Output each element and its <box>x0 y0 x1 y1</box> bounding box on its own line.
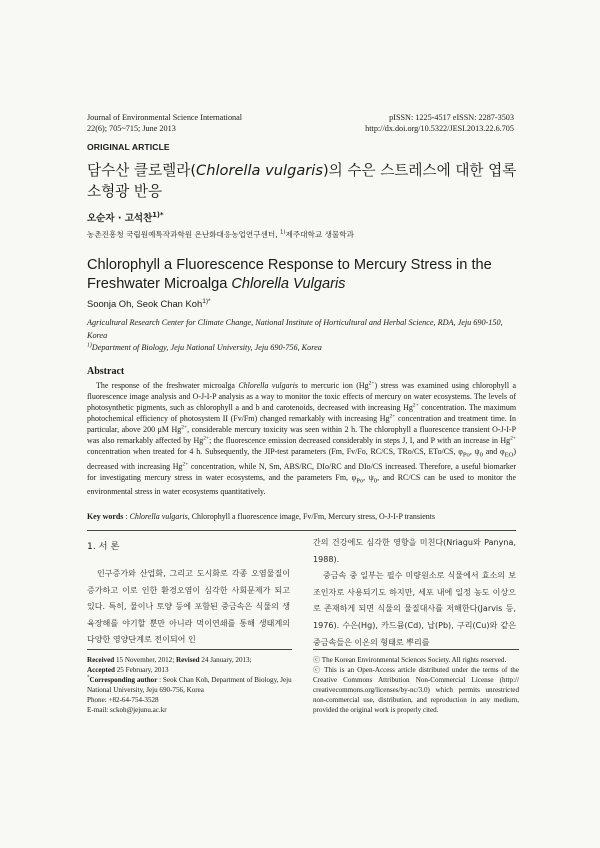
corresponding-sup: * <box>87 675 90 681</box>
issn-line: pISSN: 1225-4517 eISSN: 2287-3503 <box>389 113 514 122</box>
abstract-body <box>87 380 516 497</box>
corresponding-label: Corresponding author <box>89 676 158 684</box>
korean-author-names: 오순자 · 고석찬 <box>87 213 153 224</box>
doi-link[interactable]: http://dx.doi.org/10.5322/JESI.2013.22.6.705 <box>365 124 514 133</box>
email-line[interactable]: E-mail: sckoh@jejunu.ac.kr <box>87 706 167 714</box>
article-type: ORIGINAL ARTICLE <box>87 142 170 152</box>
korean-authors <box>87 210 163 224</box>
body-paragraph: 간의 건강에도 심각한 영향을 미친다(Nriagu와 Panyna, 1988). <box>313 538 516 564</box>
abstract-text: , considerable mercury toxicity was seen within 2 h. The chlorophyll a fluorescence transient O-J-I-P was also remarkably affected by Hg <box>87 425 516 445</box>
copyright-line: ⓒ The Korean Environmental Sciences Society. All rights reserved. <box>313 656 507 664</box>
abstract-text: ; the fluorescence emission decreased considerably in steps J, I, and P with an increase in Hg <box>209 436 511 445</box>
abstract-text: , ψ <box>469 447 480 456</box>
ion-charge: 2+ <box>368 380 375 387</box>
abstract-text: ) stress was examined using chlorophyll a fluorescence image analysis and O-J-I-P analysis as a way to monitor the toxic effects of mercury on water ecosystems. The levels of photosynthetic pigments, such as chlorophyll a and b and carotenoids, decreased with increasing Hg <box>87 381 516 412</box>
section-divider <box>87 530 516 531</box>
english-title-part: Chlorophyll a Fluorescence Response to Mercury Stress in the Freshwater Microalga <box>87 257 492 292</box>
abstract-text: The response of the freshwater microalga <box>96 381 239 390</box>
affiliation-2-text: Department of Biology, Jeju National University, Jeju 690-756, Korea <box>91 343 322 353</box>
corresponding-author <box>87 675 292 695</box>
keywords-species: Chlorella vulgaris <box>129 512 188 521</box>
journal-header-right <box>365 112 514 134</box>
english-title-species: Chlorella Vulgaris <box>231 275 346 292</box>
received-date: 15 November, 2012; <box>114 656 176 664</box>
body-column-left <box>87 566 290 649</box>
ion-charge: 2+ <box>412 402 419 409</box>
keywords-label: Key words <box>87 512 124 521</box>
revised-label: Revised <box>175 656 200 664</box>
english-authors <box>87 298 211 309</box>
korean-affiliation-sup: 1) <box>280 229 286 236</box>
affiliation-2 <box>87 342 517 355</box>
footnote-divider-left <box>87 649 292 650</box>
abstract-text: and φ <box>482 447 505 456</box>
affiliation-1: Agricultural Research Center for Climate Change, National Institute of Horticultural and Herbal Science, RDA, Jeju 690-150, Korea <box>87 318 503 340</box>
affiliation-2-sup: 1) <box>87 342 92 349</box>
subscript: Po <box>356 477 364 485</box>
footnote-divider-right <box>313 649 519 650</box>
korean-title-part: 담수산 클로렐라( <box>87 162 197 179</box>
journal-header-left <box>87 112 242 134</box>
subscript: EO <box>504 451 514 459</box>
abstract-text: concentration, while N, Sm, ABS/RC, DIo/RC and DIo/CS increased. Therefore, a useful biomarker for investigating mercury stress in water ecosystems, and the parameters Fm, φ <box>87 461 516 482</box>
accepted-line <box>87 665 292 675</box>
body-paragraph: 인구증가와 산업화, 그리고 도시화로 각종 오염물질이 증가하고 이로 인한 환경오염이 심각한 사회문제가 되고 있다. 특히, 물이나 토양 등에 포함된 중금속은 식물의 생육장해를 야기할 뿐만 아니라 먹이연쇄를 통해 생태계의 다양한 영양단계로 전이되어 인 <box>87 569 290 645</box>
english-author-sup: 1)* <box>202 297 211 305</box>
subscript: 0 <box>479 451 483 459</box>
abstract-text: , ψ <box>363 472 374 482</box>
journal-name: Journal of Environmental Science International <box>87 113 243 122</box>
abstract-text: to mercuric ion (Hg <box>297 381 369 390</box>
ion-charge: 2+ <box>389 413 396 420</box>
korean-affiliation-part: 제주대학교 생물학과 <box>285 230 354 239</box>
journal-issue: 22(6); 705~715; June 2013 <box>87 124 176 133</box>
subscript: 0 <box>373 477 378 485</box>
ion-charge: 2+ <box>203 435 210 442</box>
ion-charge: 2+ <box>182 460 189 467</box>
abstract-species: Chlorella vulgaris <box>238 381 298 390</box>
footnote-right <box>313 655 519 715</box>
footnote-left <box>87 655 292 715</box>
korean-title <box>87 160 527 202</box>
abstract-heading: Abstract <box>87 366 125 377</box>
corresponding-text: : Seok Chan Koh, Department of Biology, Jeju National University, Jeju 690-756, Korea <box>87 676 292 694</box>
english-affiliations <box>87 317 517 355</box>
korean-title-part: )의 수은 스트레스에 대한 엽록소형광 반응 <box>87 162 517 200</box>
keywords-list: , Chlorophyll a fluorescence image, Fv/Fm, Mercury stress, O-J-I-P transients <box>187 512 435 521</box>
subscript: Po <box>462 451 470 459</box>
abstract-text: , and RC/CS can be used to monitor the environmental stress in water ecosystems quantitatively. <box>87 472 516 497</box>
received-label: Received <box>87 656 115 664</box>
revised-date: 24 January, 2013; <box>199 656 252 664</box>
abstract-text: concentration. The maximum photochemical efficiency of photosystem II (Fv/Fm) changed remarkably with increasing Hg <box>87 403 516 423</box>
received-line <box>87 655 292 665</box>
korean-author-sup: 1)* <box>152 210 164 219</box>
keywords-sep: : <box>123 512 130 521</box>
body-paragraph: 중금속 중 일부는 필수 미량원소로 식물에서 효소의 보조인자로 사용되기도 하지만, 세포 내에 일정 농도 이상으로 존재하게 되면 식물의 물질대사를 저해한다(Jarvis 등, 1976). 수은(Hg), 카드뮴(Cd), 납(Pb), 구리(Cu)와 같은 중금속들은 이온의 형태로 뿌리를 <box>313 571 516 647</box>
ion-charge: 2+ <box>181 424 188 431</box>
abstract-text: concentration when treated for 4 h. Subsequently, the JIP-test parameters (Fm, Fv/Fo, RC/CS, TRo/CS, ETo/CS, φ <box>87 447 463 456</box>
abstract-text: ) decreased with increasing Hg <box>87 447 517 471</box>
accepted-label: Accepted <box>87 666 115 674</box>
korean-title-species: Chlorella vulgaris <box>196 162 323 179</box>
korean-affiliation <box>87 229 354 240</box>
keywords <box>87 512 516 521</box>
section-heading: 1. 서 론 <box>87 541 120 552</box>
ion-charge: 2+ <box>510 435 517 442</box>
english-title <box>87 256 517 293</box>
abstract-text: concentration and treatment time. In particular, above 200 μM Hg <box>87 414 516 434</box>
korean-affiliation-part: 농촌진흥청 국립원예특작과학원 온난화대응농업연구센터, <box>87 230 281 239</box>
body-column-right <box>313 535 516 651</box>
accepted-date: 25 February, 2013 <box>114 666 169 674</box>
license-text: ⓒ This is an Open-Access article distributed under the terms of the Creative Commons Attribution Non-Commercial License (http:// creativecommons.org/licenses/by-nc/3.0) which permits unrestricted non-commercial use, distribution, and reproduction in any medium, provided the original work is properly cited. <box>313 666 519 714</box>
english-author-names: Soonja Oh, Seok Chan Koh <box>87 298 203 309</box>
phone-line: Phone: +82-64-754-3528 <box>87 696 159 704</box>
